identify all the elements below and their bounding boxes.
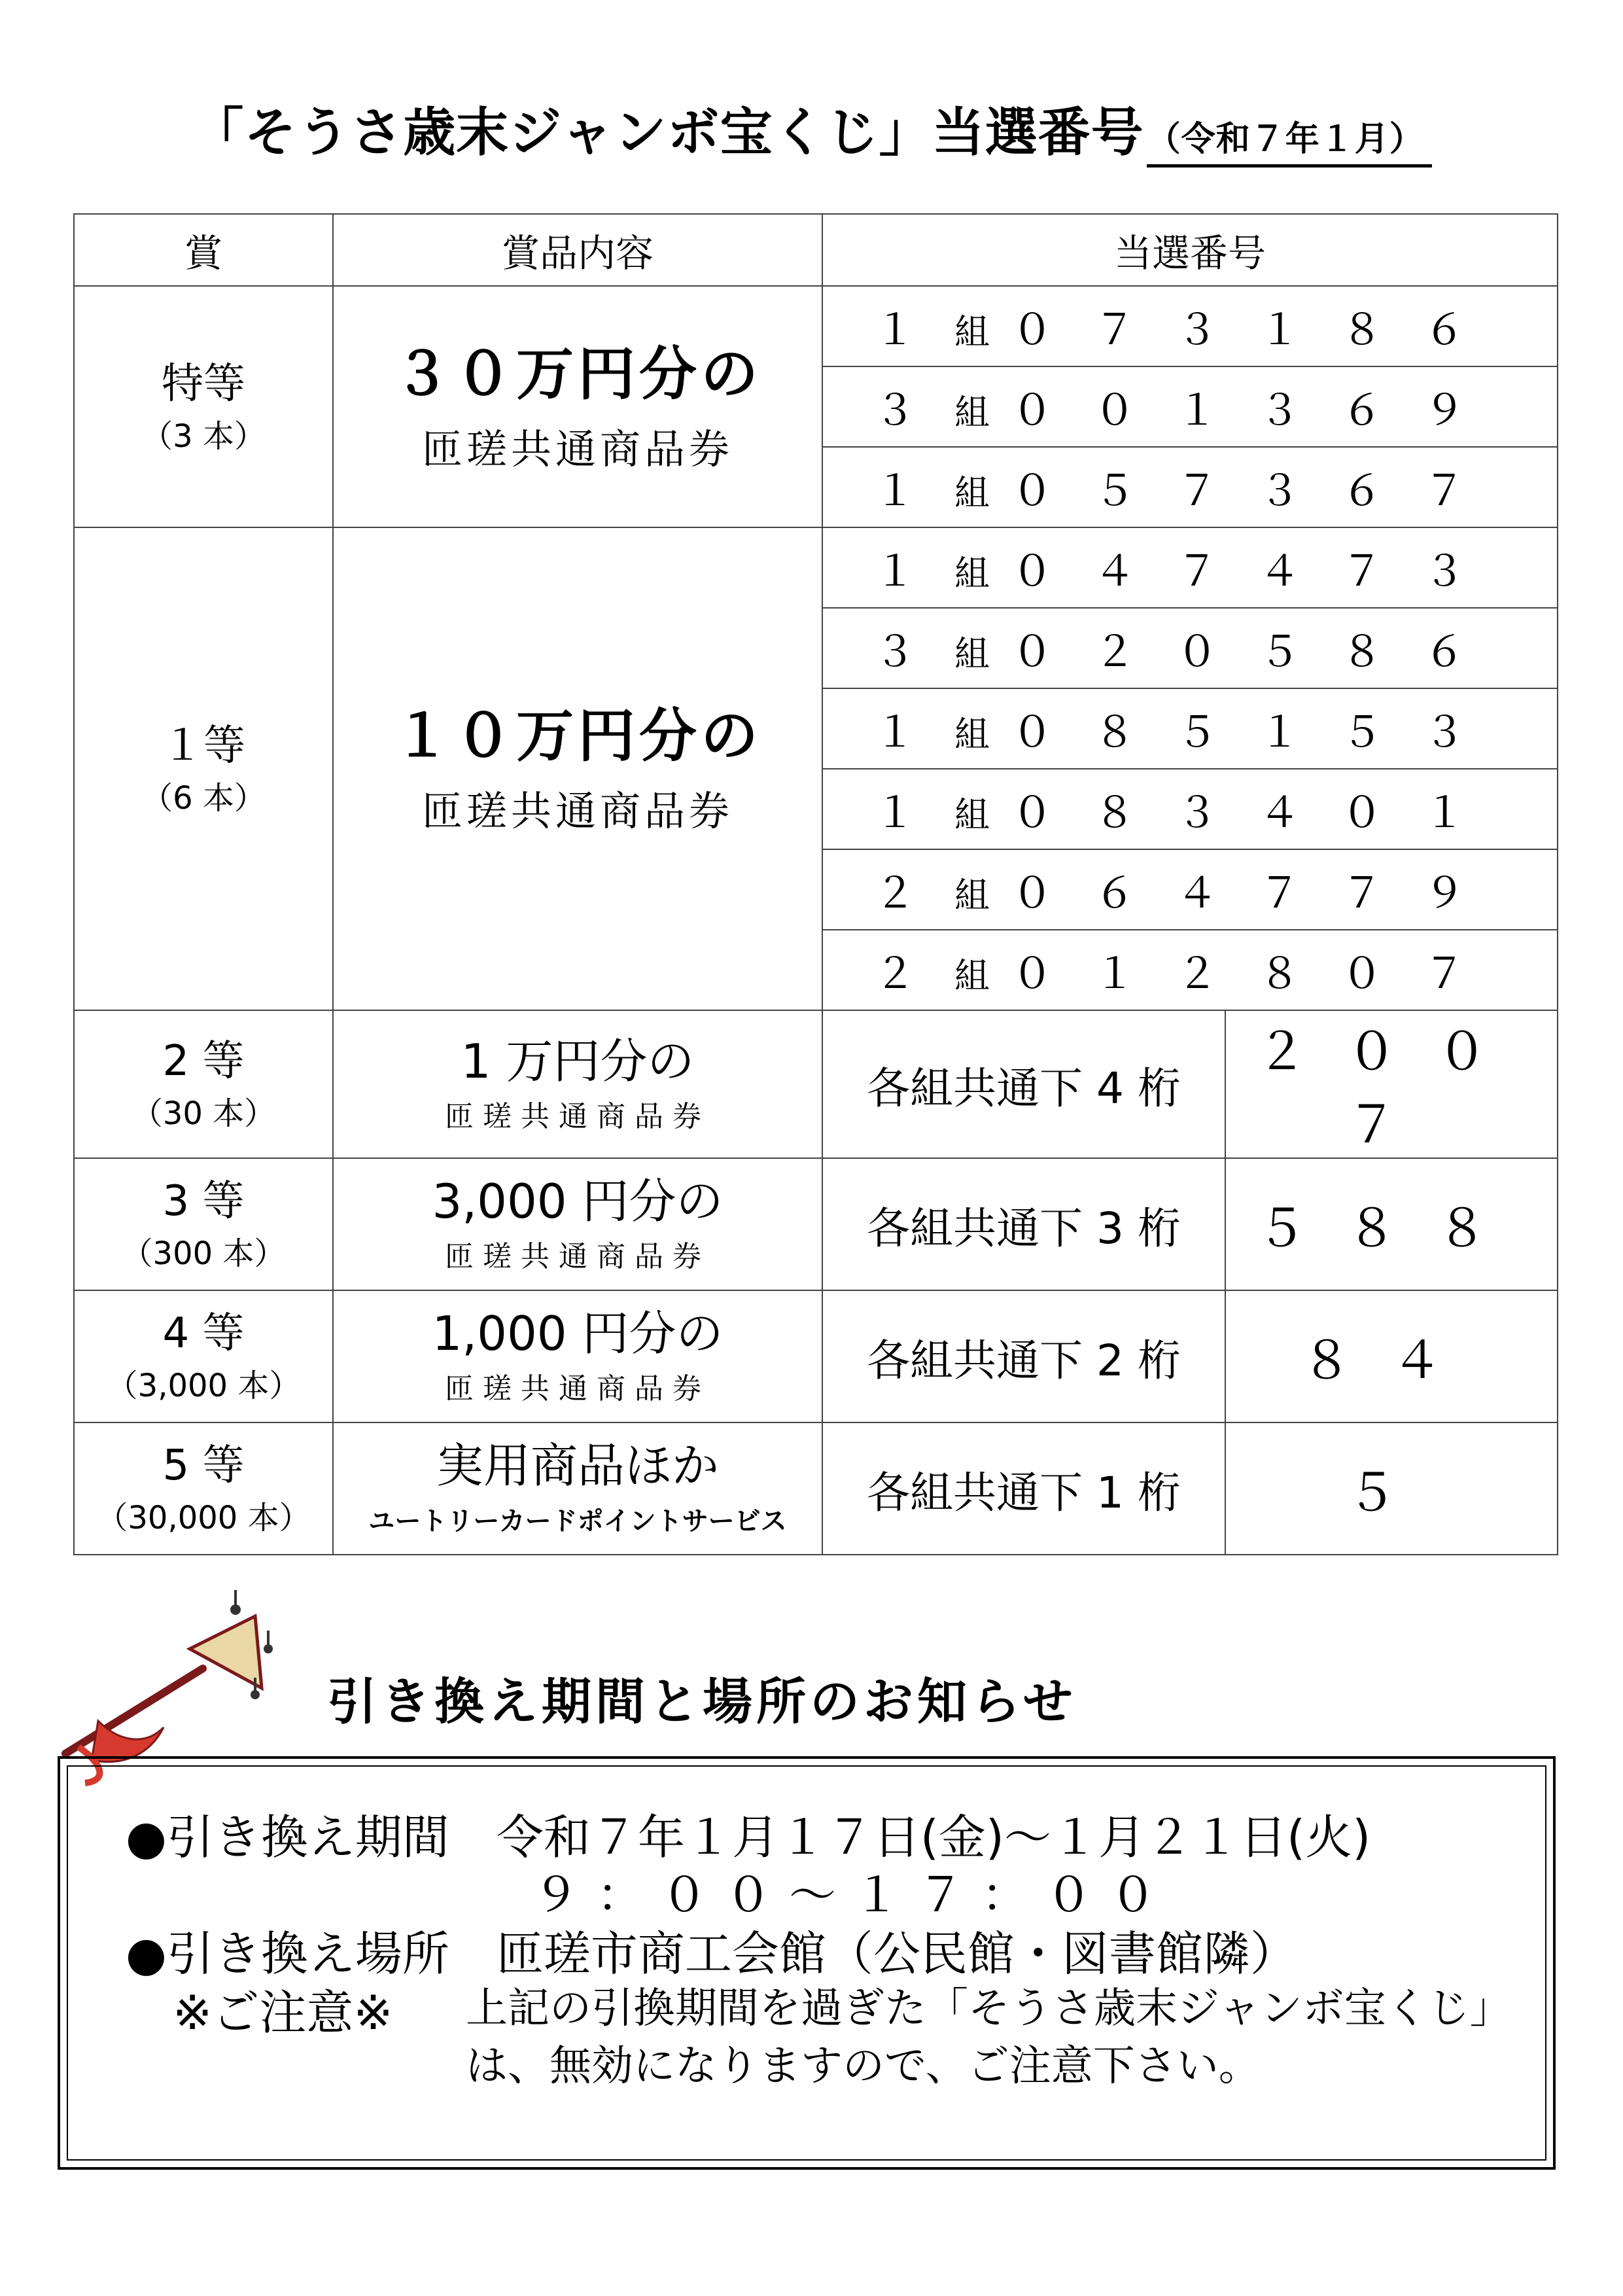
rank-cell-special [74, 286, 333, 527]
prize-type: 匝瑳共通商品券 [421, 787, 733, 835]
rank-cell: 5 等 （30,000 本） [74, 1422, 333, 1555]
table-row [74, 1290, 1558, 1422]
header-rank: 賞 [74, 214, 333, 286]
prize-cell: 1 万円分の 匝瑳共通商品券 [333, 1010, 822, 1158]
exchange-place: ●引き換え場所 匝瑳市商工会館（公民館・図書館隣） [126, 1926, 1297, 1981]
condition-cell: 各組共通下 2 桁 [822, 1290, 1225, 1422]
rank-count: （3 本） [141, 417, 266, 455]
winning-number: １ 組 ０８３４０１ [822, 769, 1558, 849]
rank-cell: 3 等 （300 本） [74, 1158, 333, 1290]
prize-cell: 実用商品ほか ユートリーカードポイントサービス [333, 1422, 822, 1555]
prize-cell: 3,000 円分の 匝瑳共通商品券 [333, 1158, 822, 1290]
winning-number: ３ 組 ００１３６９ [822, 366, 1558, 447]
prize-type: 匝瑳共通商品券 [421, 425, 733, 473]
table-header-row [74, 214, 1558, 286]
caution-text-1: 上記の引換期間を過ぎた「そうさ歳末ジャンボ宝くじ」 [466, 1985, 1512, 2033]
header-prize: 賞品内容 [333, 214, 822, 286]
winning-digits: ２００７ [1225, 1010, 1558, 1158]
notice-box-inner [67, 1765, 1546, 2161]
table-row [74, 1010, 1558, 1158]
caution-text-2: は、無効になりますので、ご注意下さい。 [466, 2042, 1261, 2091]
winning-number: １ 組 ０４７４７３ [822, 527, 1558, 608]
rank-count: （6 本） [141, 780, 266, 817]
table-row [74, 1158, 1558, 1290]
winning-number: ３ 組 ０２０５８６ [822, 608, 1558, 688]
prize-cell-special [333, 286, 822, 527]
title-main: 「そうさ歳末ジャンボ宝くじ」当選番号 [191, 102, 1144, 163]
winning-number: ２ 組 ０６４７７９ [822, 849, 1558, 930]
prize-table [73, 213, 1558, 1555]
title-sub: （令和７年１月） [1147, 111, 1432, 168]
prize-cell-first [333, 527, 822, 1010]
notice-title: 引き換え期間と場所のお知らせ [327, 1672, 1077, 1731]
caution-label: ※ご注意※ [173, 1985, 393, 2040]
exchange-period: ●引き換え期間 令和７年１月１７日(金)～１月２１日(火) [126, 1810, 1371, 1865]
table-row [74, 286, 1558, 366]
rank-cell: 4 等 （3,000 本） [74, 1290, 333, 1422]
notice-box [58, 1756, 1556, 2170]
table-row [74, 527, 1558, 608]
winning-digits: ８４ [1225, 1290, 1558, 1422]
condition-cell: 各組共通下 4 桁 [822, 1010, 1225, 1158]
rank-name: １等 [162, 722, 245, 770]
winning-number: ２ 組 ０１２８０７ [822, 930, 1558, 1010]
prize-amount: １０万円分の [393, 702, 762, 769]
table-row [74, 1422, 1558, 1555]
condition-cell: 各組共通下 1 桁 [822, 1422, 1225, 1555]
prize-amount: ３０万円分の [393, 340, 762, 408]
winning-number: １ 組 ０７３１８６ [822, 286, 1558, 366]
winning-number: １ 組 ０８５１５３ [822, 688, 1558, 769]
condition-cell: 各組共通下 3 桁 [822, 1158, 1225, 1290]
page-title [0, 90, 1623, 168]
winning-number: １ 組 ０５７３６７ [822, 447, 1558, 527]
rank-cell: 2 等 （30 本） [74, 1010, 333, 1158]
winning-digits: ５ [1225, 1422, 1558, 1555]
winning-digits: ５８８ [1225, 1158, 1558, 1290]
rank-cell-first [74, 527, 333, 1010]
rank-name: 特等 [162, 359, 245, 408]
header-numbers: 当選番号 [822, 214, 1558, 286]
exchange-time: ９：００～１７：００ [532, 1867, 1174, 1922]
prize-cell: 1,000 円分の 匝瑳共通商品券 [333, 1290, 822, 1422]
